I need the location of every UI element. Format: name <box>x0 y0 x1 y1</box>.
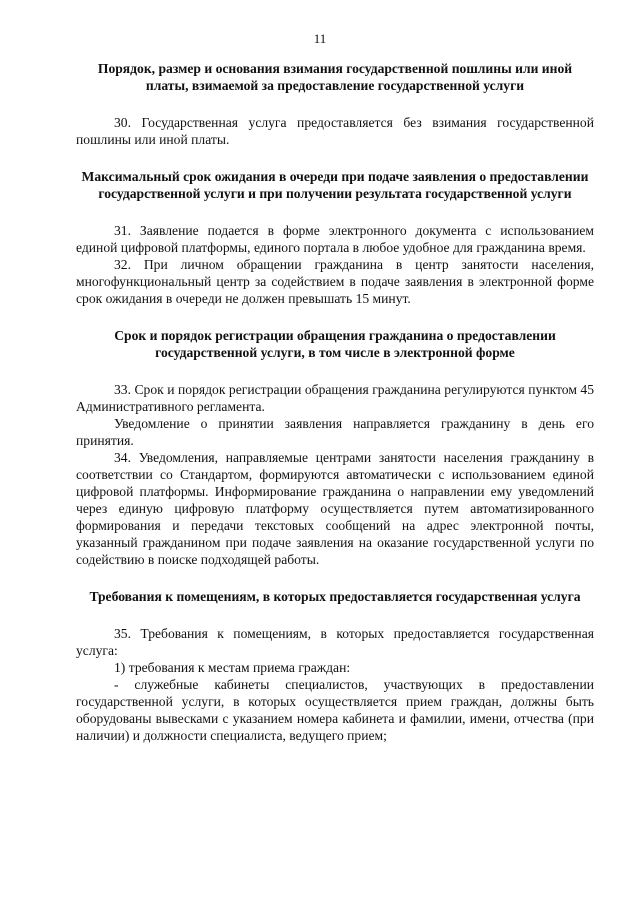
section-heading-registration: Срок и порядок регистрации обращения гражданина о предоставлении государственной услуги, в том числе в электронной форме <box>114 328 556 360</box>
paragraph-35-item-1: 1) требования к местам приема граждан: <box>114 660 351 675</box>
paragraph-32: 32. При личном обращении гражданина в центр занятости населения, многофункциональный центр за содействием в подаче заявления в электронной форме срок ожидания в очереди не должен превышать 15 минут. <box>76 257 594 306</box>
section-heading-fee: Порядок, размер и основания взимания государственной пошлины или иной платы, взимаемой за предоставление государственной услуги <box>97 61 573 93</box>
paragraph-34: 34. Уведомления, направляемые центрами занятости населения гражданину в соответствии со Стандартом, формируются автоматически с использованием единой цифровой платформы. Информирование гражданина о направлении ему уведомлений через единую цифровую платформу осуществляется путем автоматизированного формирования и передачи текстовых сообщений на адрес электронной почты, указанный гражданином при подаче заявления на оказание государственной услуги по содействию в поиске подходящей работы. <box>76 450 594 567</box>
paragraph-notification: Уведомление о принятии заявления направляется гражданину в день его принятия. <box>76 416 594 448</box>
paragraph-30: 30. Государственная услуга предоставляется без взимания государственной пошлины или иной платы. <box>76 115 594 147</box>
section-heading-queue-time: Максимальный срок ожидания в очереди при подаче заявления о предоставлении государственной услуги и при получении результата государственной услуги <box>81 169 589 201</box>
paragraph-35-bullet: - служебные кабинеты специалистов, участвующих в предоставлении государственной услуги, в которых осуществляется прием граждан, должны быть оборудованы вывесками с указанием номера кабинета и фамилии, имени, отчества (при наличии) и должности специалиста, ведущего прием; <box>76 677 594 743</box>
paragraph-35: 35. Требования к помещениям, в которых предоставляется государственная услуга: <box>76 626 594 658</box>
paragraph-33: 33. Срок и порядок регистрации обращения гражданина регулируются пунктом 45 Административного регламента. <box>76 382 594 414</box>
paragraph-31: 31. Заявление подается в форме электронного документа с использованием единой цифровой платформы, единого портала в любое удобное для гражданина время. <box>76 223 594 255</box>
section-heading-premises: Требования к помещениям, в которых предоставляется государственная услуга <box>89 589 581 604</box>
page-content <box>76 60 594 744</box>
page-number: 11 <box>313 31 327 46</box>
